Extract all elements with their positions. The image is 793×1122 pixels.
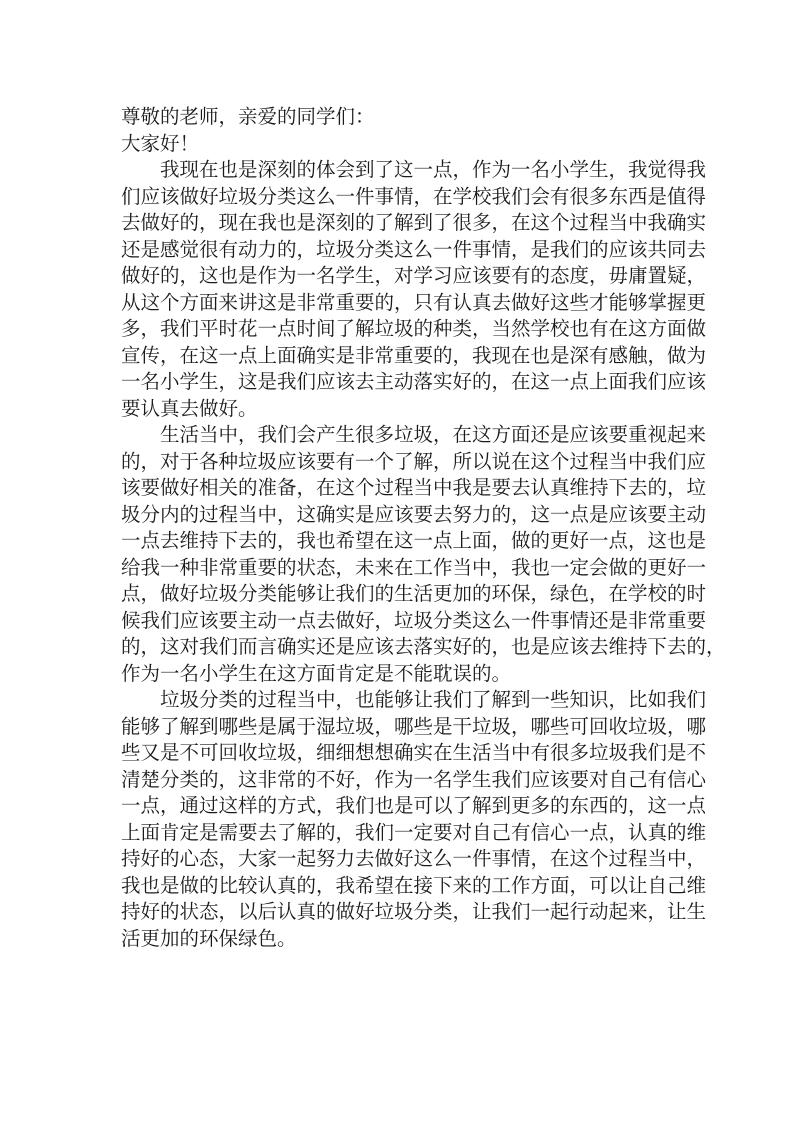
paragraph-line: 还是感觉很有动力的，垃圾分类这么一件事情，是我们的应该共同去 <box>121 237 707 261</box>
paragraph-line: 一名小学生，这是我们应该去主动落实好的，在这一点上面我们应该 <box>121 370 707 393</box>
paragraph-1 <box>121 157 707 422</box>
paragraph-line: 上面肯定是需要去了解的，我们一定要对自己有信心一点，认真的维 <box>121 820 707 844</box>
paragraph-line: 们应该做好垃圾分类这么一件事情，在学校我们会有很多东西是值得 <box>121 184 707 208</box>
paragraph-line: 生活当中，我们会产生很多垃圾，在这方面还是应该要重视起来 <box>160 423 707 446</box>
paragraph-line: 我现在也是深刻的体会到了这一点，作为一名小学生，我觉得我 <box>160 158 707 181</box>
paragraph-line: 去做好的，现在我也是深刻的了解到了很多，在这个过程当中我确实 <box>121 211 707 234</box>
paragraph-line: 多，我们平时花一点时间了解垃圾的种类，当然学校也有在这方面做 <box>121 317 707 340</box>
paragraph-line: 要认真去做好。 <box>121 396 258 420</box>
paragraph-line: 一点去维持下去的，我也希望在这一点上面，做的更好一点，这也是 <box>121 529 707 552</box>
paragraph-line: 该要做好相关的准备，在这个过程当中我是要去认真维持下去的，垃 <box>121 476 707 499</box>
paragraph-line: 候我们应该要主动一点去做好，垃圾分类这么一件事情还是非常重要 <box>121 608 707 632</box>
paragraph-line: 清楚分类的，这非常的不好，作为一名学生我们应该要对自己有信心 <box>121 767 707 791</box>
paragraph-line: 从这个方面来讲这是非常重要的，只有认真去做好这些才能够掌握更 <box>121 290 707 314</box>
paragraph-line: 作为一名小学生在这方面肯定是不能耽误的。 <box>121 661 512 685</box>
paragraph-3 <box>121 687 707 952</box>
paragraph-line: 能够了解到哪些是属于湿垃圾，哪些是干垃圾，哪些可回收垃圾，哪 <box>121 714 707 738</box>
paragraph-line: 一点，通过这样的方式，我们也是可以了解到更多的东西的，这一点 <box>121 794 707 817</box>
paragraph-line: 我也是做的比较认真的，我希望在接下来的工作方面，可以让自己维 <box>121 873 707 897</box>
salutation: 尊敬的老师，亲爱的同学们： <box>121 105 375 128</box>
document-page <box>121 104 726 952</box>
paragraph-line: 的，对于各种垃圾应该要有一个了解，所以说在这个过程当中我们应 <box>121 449 707 473</box>
paragraph-line: 给我一种非常重要的状态，未来在工作当中，我也一定会做的更好一 <box>121 555 707 579</box>
paragraph-line: 持好的状态，以后认真的做好垃圾分类，让我们一起行动起来，让生 <box>121 900 707 923</box>
greeting: 大家好！ <box>121 131 200 155</box>
paragraph-line: 些又是不可回收垃圾，细细想想确实在生活当中有很多垃圾我们是不 <box>121 741 707 764</box>
paragraph-line: 圾分内的过程当中，这确实是应该要去努力的，这一点是应该要主动 <box>121 502 707 526</box>
paragraph-2 <box>121 422 726 687</box>
paragraph-line: 点，做好垃圾分类能够让我们的生活更加的环保，绿色，在学校的时 <box>121 582 707 605</box>
paragraph-line: 做好的，这也是作为一名学生，对学习应该要有的态度，毋庸置疑， <box>121 264 707 287</box>
paragraph-line: 宣传，在这一点上面确实是非常重要的，我现在也是深有感触，做为 <box>121 343 707 367</box>
paragraph-line: 的，这对我们而言确实还是应该去落实好的，也是应该去维持下去的， <box>121 635 726 658</box>
paragraph-line: 垃圾分类的过程当中，也能够让我们了解到一些知识，比如我们 <box>160 688 707 711</box>
paragraph-line: 持好的心态，大家一起努力去做好这么一件事情，在这个过程当中， <box>121 847 707 870</box>
paragraph-line: 活更加的环保绿色。 <box>121 926 297 950</box>
